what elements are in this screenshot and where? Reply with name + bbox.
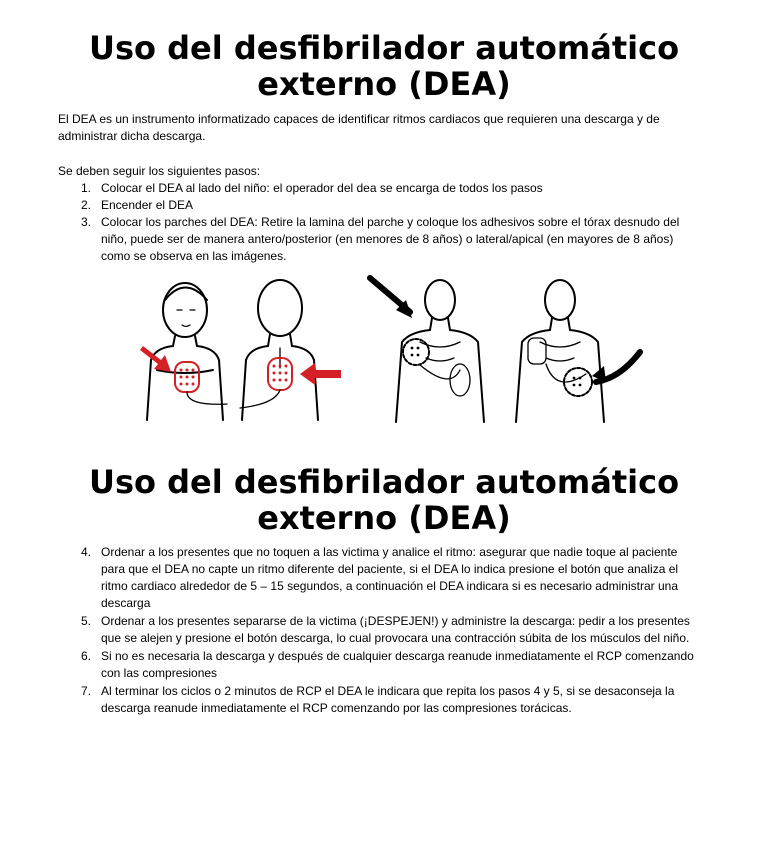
- adult-figure-left: [370, 278, 484, 422]
- intro-paragraph: El DEA es un instrumento informatizado capaces de identificar ritmos cardiacos que requieren una descarga y de administrar dicha descarga.: [58, 112, 660, 143]
- section-title: Uso del desfibrilador automático externo (DEA): [88, 463, 680, 537]
- list-item: [58, 648, 698, 682]
- list-item: [58, 683, 698, 717]
- child-pad-placement-illustration: [135, 270, 350, 425]
- child-back-figure: [240, 280, 341, 420]
- list-item: [58, 214, 698, 265]
- list-item: [58, 180, 698, 197]
- list-number: 2.: [81, 198, 92, 212]
- steps-intro: Se deben seguir los siguientes pasos:: [58, 164, 261, 178]
- list-text: Ordenar a los presentes separarse de la victima (¡DESPEJEN!) y administre la descarga: pedir a los presentes que se alejen y presione el botón descarga, lo cual provocara una contracción súbita de los músculos del niño.: [101, 614, 690, 645]
- child-front-figure: [140, 283, 227, 420]
- list-text: Al terminar los ciclos o 2 minutos de RCP el DEA le indicara que repita los pasos 4 y 5, si se desaconseja la descarga reanude inmediatamente el RCP comenzando por las compresiones torácicas.: [101, 684, 675, 715]
- list-item: [58, 613, 698, 647]
- list-item: [58, 544, 698, 612]
- list-item: [58, 197, 698, 214]
- page-title: Uso del desfibrilador automático externo (DEA): [88, 29, 680, 103]
- red-arrow-icon: [300, 363, 341, 385]
- adult-pad-placement-illustration: [360, 270, 650, 425]
- steps-list-part2: [58, 544, 698, 718]
- adult-figure-right: [516, 280, 640, 422]
- list-number: 6.: [81, 649, 92, 663]
- list-number: 4.: [81, 545, 92, 559]
- list-number: 1.: [81, 181, 92, 195]
- list-text: Ordenar a los presentes que no toquen a las victima y analice el ritmo: asegurar que nadie toque al paciente para que el DEA no capte un ritmo diferente del paciente, si el DEA lo indica presione el botón que analiza el ritmo cardiaco alrededor de 5 – 15 segundos, a continuación el DEA indicara si es necesario administrar una descarga: [101, 545, 679, 610]
- list-number: 7.: [81, 684, 92, 698]
- list-number: 5.: [81, 614, 92, 628]
- list-text: Si no es necesaria la descarga y después de cualquier descarga reanude inmediatamente el RCP comenzando con las compresiones: [101, 649, 694, 680]
- steps-list-part1: [58, 180, 698, 265]
- list-text: Encender el DEA: [101, 198, 194, 212]
- red-arrow-icon: [140, 346, 171, 372]
- list-text: Colocar el DEA al lado del niño: el operador del dea se encarga de todos los pasos: [101, 181, 543, 195]
- list-text: Colocar los parches del DEA: Retire la lamina del parche y coloque los adhesivos sobre el tórax desnudo del niño, puede ser de manera antero/posterior (en menores de 8 años) o lateral/apical (en mayores de 8 años) como se observa en las imágenes.: [101, 215, 680, 263]
- list-number: 3.: [81, 215, 92, 229]
